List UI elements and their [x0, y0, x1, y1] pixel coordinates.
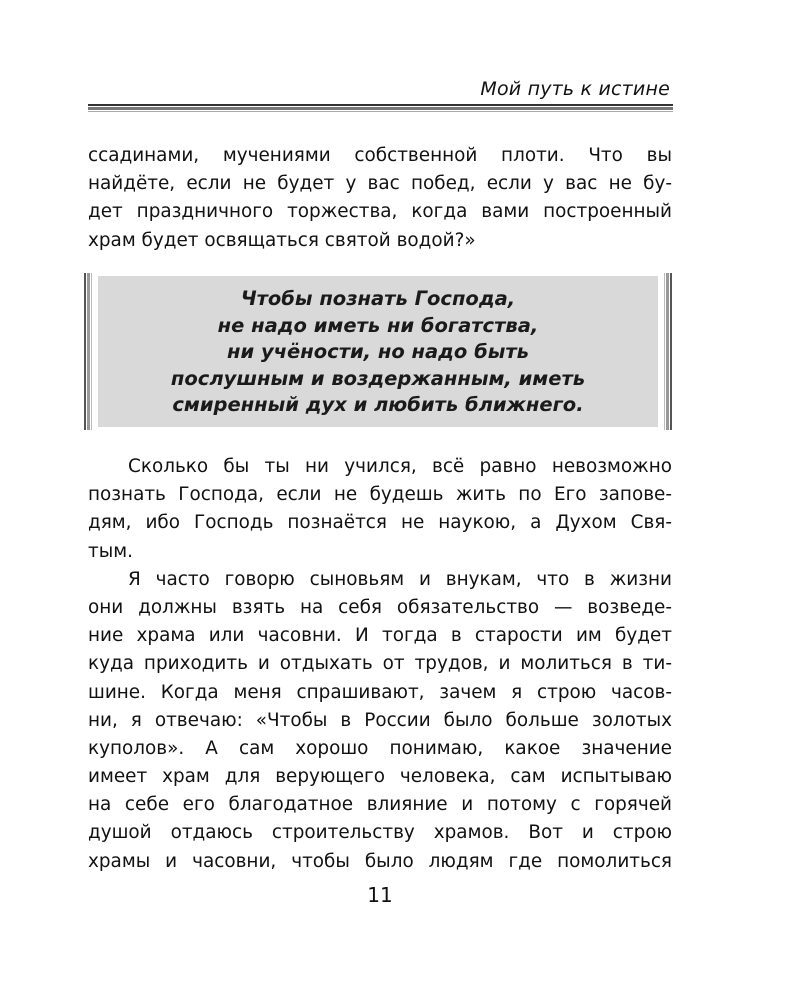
header-rule-line: [88, 111, 673, 112]
quote-right-border: [664, 273, 672, 430]
text-line: храмы и часовни, чтобы было людям где помолиться: [88, 850, 672, 872]
text-line: храм будет освящаться святой водой?»: [88, 229, 476, 251]
header-rule-line: [88, 107, 673, 110]
pull-quote: [84, 273, 672, 430]
text-line: дям, ибо Господь познаётся не наукою, а Духом Свя-: [88, 512, 672, 534]
quote-left-border: [84, 273, 92, 430]
text-line: найдёте, если не будет у вас побед, если у вас не бу-: [88, 173, 672, 195]
text-line: на себе его благодатное влияние и потому с горячей: [88, 794, 672, 816]
text-line: шине. Когда меня спрашивают, зачем я строю часов-: [88, 681, 672, 703]
text-line: душой отдаюсь строительству храмов. Вот и строю: [88, 822, 672, 844]
running-title: Мой путь к истине: [480, 78, 670, 100]
quote-line: смиренный дух и любить ближнего.: [172, 393, 584, 416]
text-line: они должны взять на себя обязательство — возведе-: [88, 596, 672, 618]
quote-line: послушным и воздержанным, иметь: [170, 366, 586, 390]
text-line: познать Господа, если не будешь жить по Его запове-: [88, 484, 672, 506]
quote-line: не надо иметь ни богатства,: [217, 313, 539, 337]
text-line: имеет храм для верующего человека, сам испытываю: [88, 766, 672, 788]
quote-box: [98, 276, 658, 427]
quote-text: [98, 286, 658, 419]
text-line: куполов». А сам хорошо понимаю, какое значение: [88, 737, 672, 759]
body-text: [88, 453, 672, 876]
text-line: дет праздничного торжества, когда вами построенный: [88, 201, 672, 223]
text-line: куда приходить и отдыхать от трудов, и молиться в ти-: [88, 653, 672, 675]
quote-line: ни учёности, но надо быть: [227, 340, 529, 363]
header-rule-line: [88, 104, 673, 106]
text-line: тым.: [88, 540, 133, 562]
text-line: Сколько бы ты ни учился, всё равно невозможно: [128, 456, 672, 477]
header-rule: [88, 104, 673, 113]
page-number: 11: [367, 883, 393, 907]
text-line: ссадинами, мучениями собственной плоти. Что вы: [88, 145, 672, 166]
text-line: Я часто говорю сыновьям и внукам, что в жизни: [128, 568, 672, 590]
text-line: ние храма или часовни. И тогда в старости им будет: [88, 625, 672, 647]
intro-paragraph: [88, 142, 672, 255]
quote-line: Чтобы познать Господа,: [240, 287, 516, 310]
text-line: ни, я отвечаю: «Чтобы в России было больше золотых: [88, 709, 672, 731]
